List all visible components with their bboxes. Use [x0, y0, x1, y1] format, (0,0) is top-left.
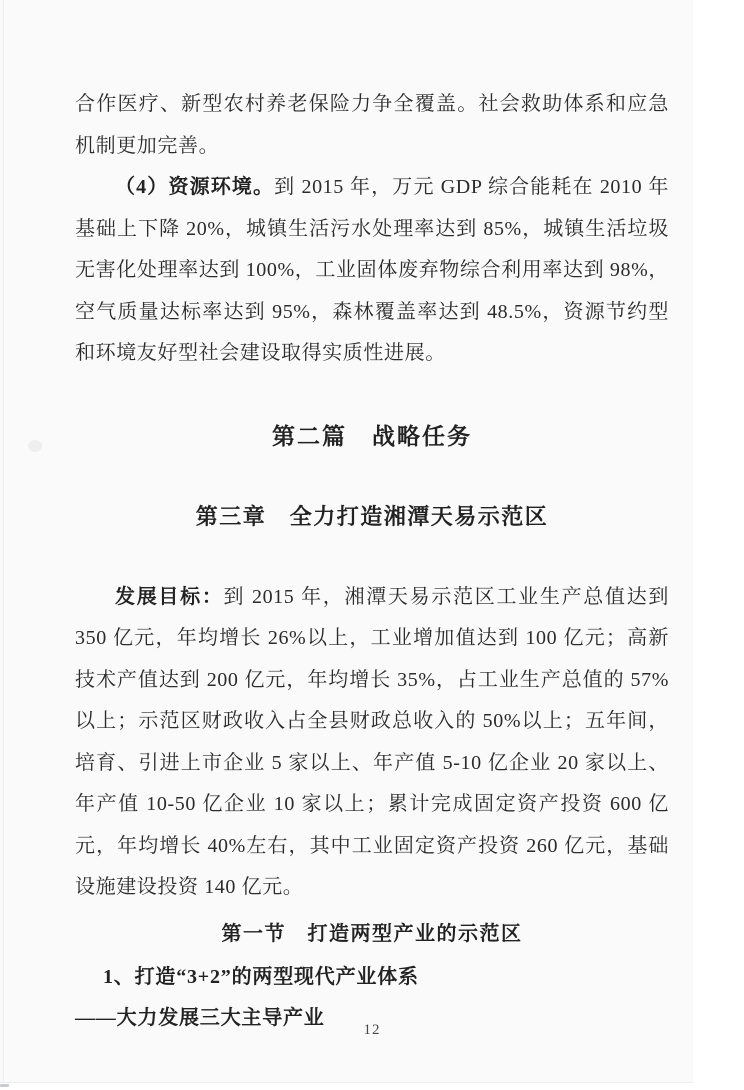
subheading-industry-system: 1、打造“3+2”的两型现代产业体系 [103, 965, 419, 988]
section-heading: 第一节 打造两型产业的示范区 [221, 922, 523, 945]
paragraph-development-goals [75, 577, 669, 909]
paragraph-resource-environment-lead: （4）资源环境。 [115, 176, 275, 198]
paragraph-resource-environment-text: 到 2015 年，万元 GDP 综合能耗在 2010 年基础上下降 20%，城镇生活污水处理率达到 85%，城镇生活垃圾无害化处理率达到 100%，工业固体废弃物综合利用率达到 98%，空气质量达标率达到 95%，森林覆盖率达到 48.5%，资源节约型和环境友好型社会建设取得实质性进展。 [75, 176, 669, 364]
paragraph-resource-environment [75, 167, 669, 375]
part-heading: 第二篇 战略任务 [272, 423, 472, 449]
paragraph-social-security [75, 84, 669, 167]
chapter-heading: 第三章 全力打造湘潭天易示范区 [195, 503, 549, 529]
paragraph-social-security-text: 合作医疗、新型农村养老保险力争全覆盖。社会救助体系和应急机制更加完善。 [75, 93, 669, 157]
scan-corner-artifact [0, 1084, 9, 1087]
subheading-leading-industries: ——大力发展三大主导产业 [75, 1007, 325, 1029]
paragraph-development-goals-text: 到 2015 年，湘潭天易示范区工业生产总值达到 350 亿元，年均增长 26%以上，工业增加值达到 100 亿元；高新技术产值达到 200 亿元，年均增长 35%，占工业生产总值的 57%以上；示范区财政收入占全县财政总收入的 50%以上；五年间，培育、引进上市企业 5 家以上、年产值 5-10 亿企业 20 家以上、年产值 10-50 亿企业 10 家以上；累计完成固定资产投资 600 亿元，年均增长 40%左右，其中工业固定资产投资 260 亿元，基础设施建设投资 140 亿元。 [75, 585, 669, 898]
scan-left-edge [3, 0, 4, 1082]
page-number: 12 [363, 1022, 381, 1038]
paragraph-development-goals-lead: 发展目标： [115, 585, 224, 608]
scan-smudge-artifact [28, 440, 42, 452]
page-content [75, 84, 669, 1040]
